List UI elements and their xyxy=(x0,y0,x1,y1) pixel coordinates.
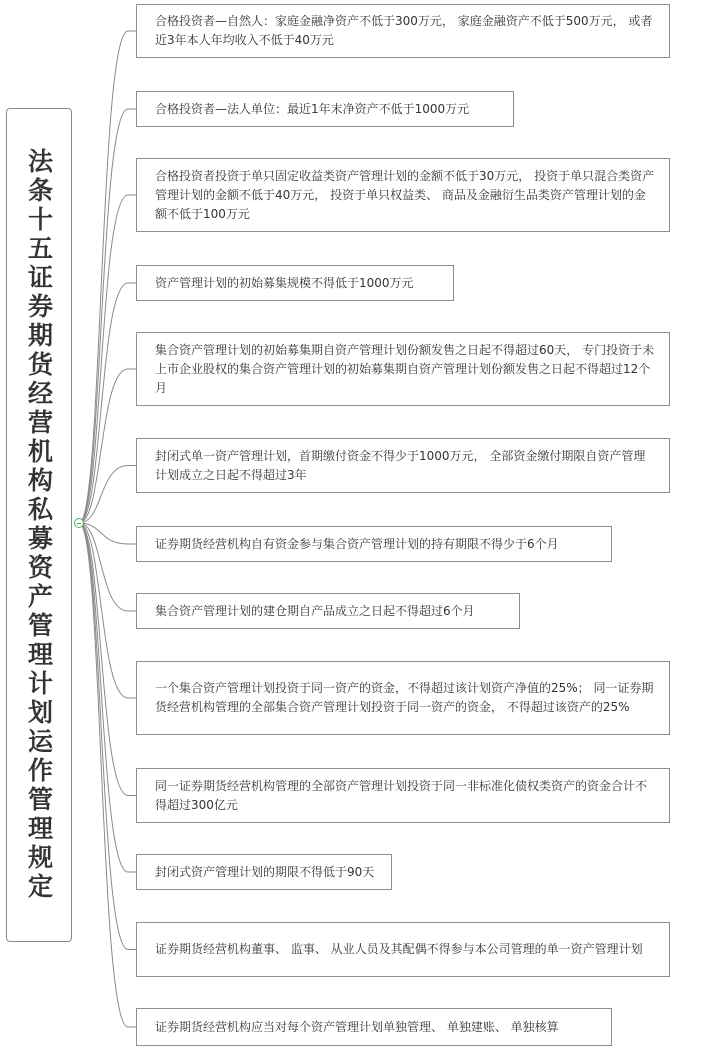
branch-node-6[interactable] xyxy=(136,438,670,493)
branch-node-text: 证券期货经营机构应当对每个资产管理计划单独管理、 单独建账、 单独核算 xyxy=(155,1019,559,1034)
branch-node-text: 封闭式单一资产管理计划，首期缴付资金不得少于1000万元， 全部资金缴付期限自资产管理计划成立之日起不得超过3年 xyxy=(155,448,646,482)
branch-node-text: 资产管理计划的初始募集规模不得低于1000万元 xyxy=(155,275,414,290)
connector-line-3 xyxy=(79,195,136,523)
branch-node-12[interactable] xyxy=(136,922,670,977)
branch-node-10[interactable] xyxy=(136,768,670,823)
connector-line-10 xyxy=(79,523,136,796)
branch-node-text: 一个集合资产管理计划投资于同一资产的资金，不得超过该计划资产净值的25%； 同一证券期货经营机构管理的全部集合资产管理计划投资于同一资产的资金， 不得超过该资产的25% xyxy=(155,681,654,714)
root-title: 法条十五证券期货经营机构私募资产管理计划运作管理规定 xyxy=(24,148,54,902)
branch-node-9[interactable] xyxy=(136,661,670,735)
branch-node-2[interactable] xyxy=(136,91,514,127)
branch-node-8[interactable] xyxy=(136,593,520,629)
branch-node-7[interactable] xyxy=(136,526,612,562)
branch-node-4[interactable] xyxy=(136,265,454,301)
branch-node-text: 集合资产管理计划的初始募集期自资产管理计划份额发售之日起不得超过60天， 专门投资于未上市企业股权的集合资产管理计划的初始募集期自资产管理计划份额发售之日起不得超过12个月 xyxy=(155,342,655,395)
branch-node-11[interactable] xyxy=(136,854,392,890)
branch-node-text: 合格投资者投资于单只固定收益类资产管理计划的金额不低于30万元， 投资于单只混合类资产管理计划的金额不低于40万元， 投资于单只权益类、 商品及金融衍生品类资产管理计划的金额不低于100万元 xyxy=(155,168,655,221)
branch-node-text: 合格投资者—法人单位：最近1年末净资产不低于1000万元 xyxy=(155,101,470,116)
branch-node-13[interactable] xyxy=(136,1008,612,1046)
branch-node-text: 封闭式资产管理计划的期限不得低于90天 xyxy=(155,864,375,879)
branch-node-1[interactable] xyxy=(136,4,670,58)
connector-line-4 xyxy=(79,283,136,523)
branch-node-5[interactable] xyxy=(136,332,670,406)
branch-node-3[interactable] xyxy=(136,158,670,232)
branch-node-text: 集合资产管理计划的建仓期自产品成立之日起不得超过6个月 xyxy=(155,603,475,618)
collapse-toggle-icon[interactable] xyxy=(74,518,84,528)
branch-node-text: 证券期货经营机构自有资金参与集合资产管理计划的持有期限不得少于6个月 xyxy=(155,536,559,551)
branch-node-text: 证券期货经营机构董事、 监事、 从业人员及其配偶不得参与本公司管理的单一资产管理计划 xyxy=(155,942,643,956)
connector-line-1 xyxy=(79,31,136,523)
root-topic[interactable] xyxy=(6,108,72,942)
branch-node-text: 同一证券期货经营机构管理的全部资产管理计划投资于同一非标准化债权类资产的资金合计不得超过300亿元 xyxy=(155,778,648,812)
branch-node-text: 合格投资者—自然人：家庭金融净资产不低于300万元， 家庭金融资产不低于500万元， 或者近3年本人年均收入不低于40万元 xyxy=(155,14,653,47)
